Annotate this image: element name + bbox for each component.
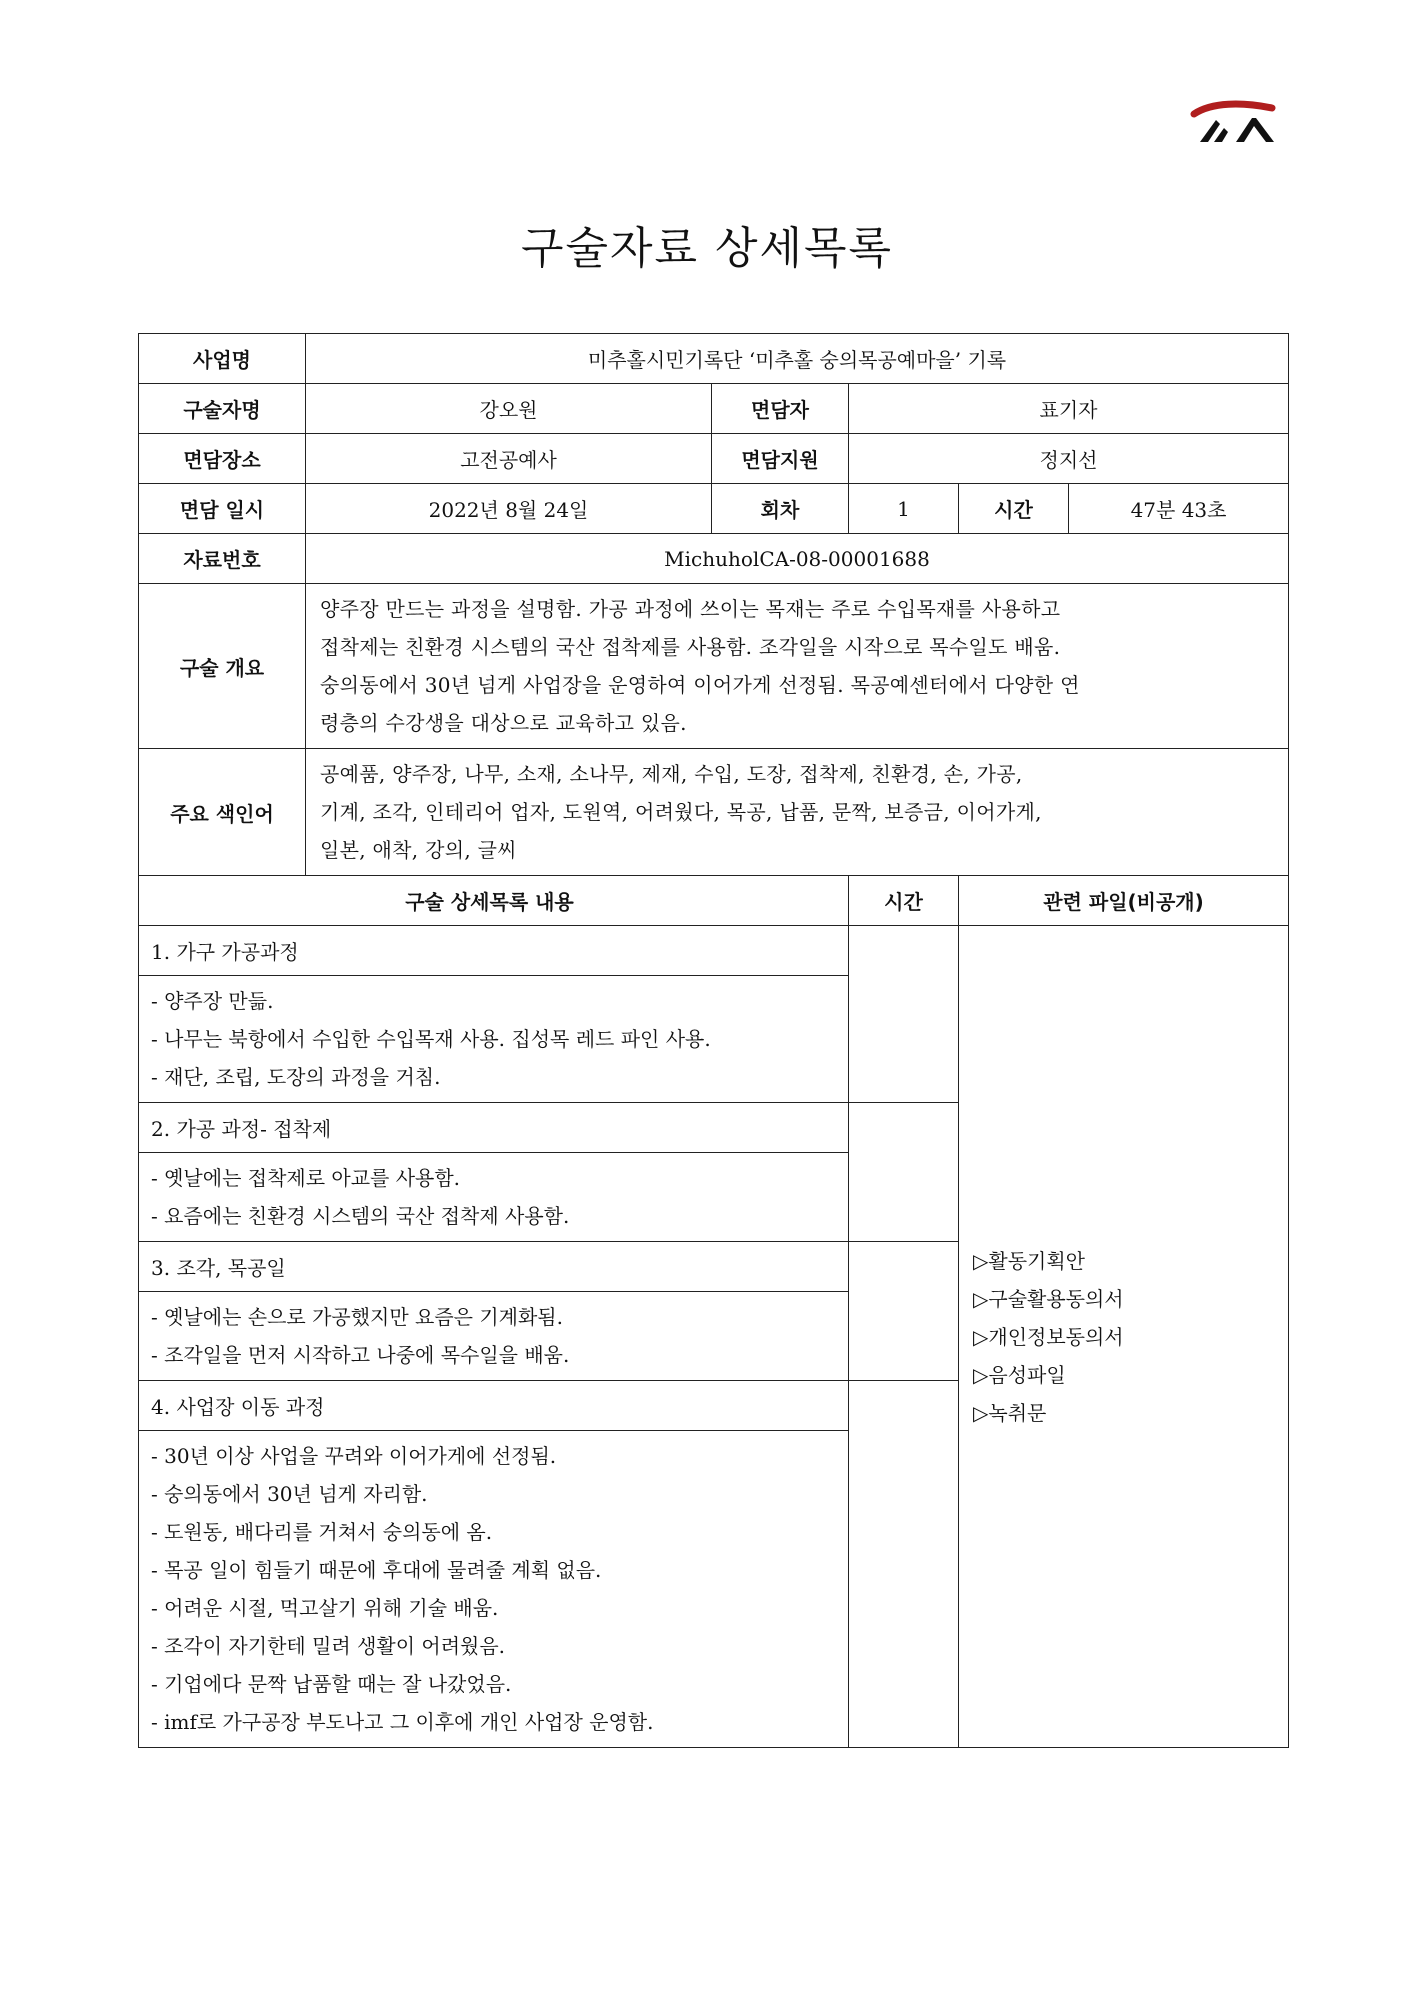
detail-header-row <box>139 876 1289 926</box>
interviewer-label: 면담자 <box>712 384 849 434</box>
detail-line: - 조각일을 먼저 시작하고 나중에 목수일을 배움. <box>151 1343 570 1367</box>
related-files-cell <box>959 926 1289 1748</box>
section-heading-row <box>139 926 1289 976</box>
time-header: 시간 <box>849 876 959 926</box>
section-body <box>139 976 849 1103</box>
project-row <box>139 334 1289 384</box>
project-value: 미추홀시민기록단 ‘미추홀 숭의목공예마을’ 기록 <box>306 334 1289 384</box>
detail-line: - 양주장 만듦. <box>151 989 274 1013</box>
detail-line: - 목공 일이 힘들기 때문에 후대에 물려줄 계획 없음. <box>151 1558 602 1582</box>
narrator-value: 강오원 <box>306 384 712 434</box>
detail-line: - 재단, 조립, 도장의 과정을 거침. <box>151 1065 441 1089</box>
keywords-line: 일본, 애착, 강의, 글씨 <box>320 838 517 862</box>
detail-line: - 조각이 자기한테 밀려 생활이 어려웠음. <box>151 1634 506 1658</box>
place-row <box>139 434 1289 484</box>
keywords-text <box>306 749 1289 876</box>
detail-line: - 나무는 북항에서 수입한 수입목재 사용. 집성목 레드 파인 사용. <box>151 1027 711 1051</box>
place-value: 고전공예사 <box>306 434 712 484</box>
assistant-label: 면담지원 <box>712 434 849 484</box>
place-label: 면담장소 <box>139 434 306 484</box>
oral-record-table <box>138 333 1289 1748</box>
section-heading: 3. 조각, 목공일 <box>139 1242 849 1292</box>
detail-line: - 어려운 시절, 먹고살기 위해 기술 배움. <box>151 1596 499 1620</box>
detail-line: - 요즘에는 친환경 시스템의 국산 접착제 사용함. <box>151 1204 570 1228</box>
section-time-cell <box>849 926 959 1103</box>
record-value: MichuholCA-08-00001688 <box>306 534 1289 584</box>
detail-line: - 기업에다 문짝 납품할 때는 잘 나갔었음. <box>151 1672 512 1696</box>
date-row <box>139 484 1289 534</box>
summary-row <box>139 584 1289 749</box>
section-heading: 2. 가공 과정- 접착제 <box>139 1103 849 1153</box>
narrator-label: 구술자명 <box>139 384 306 434</box>
summary-line: 령층의 수강생을 대상으로 교육하고 있음. <box>320 711 687 735</box>
page-title: 구술자료 상세목록 <box>520 223 894 274</box>
detail-line: - 옛날에는 접착제로 아교를 사용함. <box>151 1166 461 1190</box>
files-header: 관련 파일(비공개) <box>959 876 1289 926</box>
file-item: ▷녹취문 <box>973 1400 1047 1425</box>
keywords-line: 기계, 조각, 인테리어 업자, 도원역, 어려웠다, 목공, 납품, 문짝, 보증금, 이어가게, <box>320 800 1042 824</box>
section-heading: 4. 사업장 이동 과정 <box>139 1381 849 1431</box>
file-item: ▷음성파일 <box>973 1362 1066 1387</box>
summary-label: 구술 개요 <box>139 584 306 749</box>
file-item: ▷개인정보동의서 <box>973 1324 1124 1349</box>
date-value: 2022년 8월 24일 <box>306 484 712 534</box>
keywords-label: 주요 색인어 <box>139 749 306 876</box>
summary-line: 접착제는 친환경 시스템의 국산 접착제를 사용함. 조각일을 시작으로 목수일도 배움. <box>320 635 1061 659</box>
project-label: 사업명 <box>139 334 306 384</box>
section-body <box>139 1292 849 1381</box>
section-time-cell <box>849 1381 959 1748</box>
file-item: ▷활동기획안 <box>973 1248 1085 1273</box>
detail-line: - 30년 이상 사업을 꾸려와 이어가게에 선정됨. <box>151 1444 557 1468</box>
detail-line: - 숭의동에서 30년 넘게 자리함. <box>151 1482 428 1506</box>
narrator-row <box>139 384 1289 434</box>
session-label: 회차 <box>712 484 849 534</box>
keywords-line: 공예품, 양주장, 나무, 소재, 소나무, 제재, 수입, 도장, 접착제, 친환경, 손, 가공, <box>320 762 1023 786</box>
duration-value: 47분 43초 <box>1069 484 1289 534</box>
interviewer-value: 표기자 <box>849 384 1289 434</box>
section-body <box>139 1153 849 1242</box>
content-header: 구술 상세목록 내용 <box>139 876 849 926</box>
section-body <box>139 1431 849 1748</box>
summary-line: 숭의동에서 30년 넘게 사업장을 운영하여 이어가게 선정됨. 목공예센터에서 다양한 연 <box>320 673 1080 697</box>
detail-line: - 도원동, 배다리를 거쳐서 숭의동에 옴. <box>151 1520 493 1544</box>
archive-logo-icon <box>1190 100 1280 144</box>
record-row <box>139 534 1289 584</box>
detail-line: - imf로 가구공장 부도나고 그 이후에 개인 사업장 운영함. <box>151 1710 654 1734</box>
section-heading: 1. 가구 가공과정 <box>139 926 849 976</box>
summary-line: 양주장 만드는 과정을 설명함. 가공 과정에 쓰이는 목재는 주로 수입목재를 사용하고 <box>320 597 1061 621</box>
detail-line: - 옛날에는 손으로 가공했지만 요즘은 기계화됨. <box>151 1305 563 1329</box>
keywords-row <box>139 749 1289 876</box>
record-label: 자료번호 <box>139 534 306 584</box>
section-time-cell <box>849 1103 959 1242</box>
section-time-cell <box>849 1242 959 1381</box>
summary-text <box>306 584 1289 749</box>
date-label: 면담 일시 <box>139 484 306 534</box>
file-item: ▷구술활용동의서 <box>973 1286 1124 1311</box>
assistant-value: 정지선 <box>849 434 1289 484</box>
duration-label: 시간 <box>959 484 1069 534</box>
session-value: 1 <box>849 484 959 534</box>
